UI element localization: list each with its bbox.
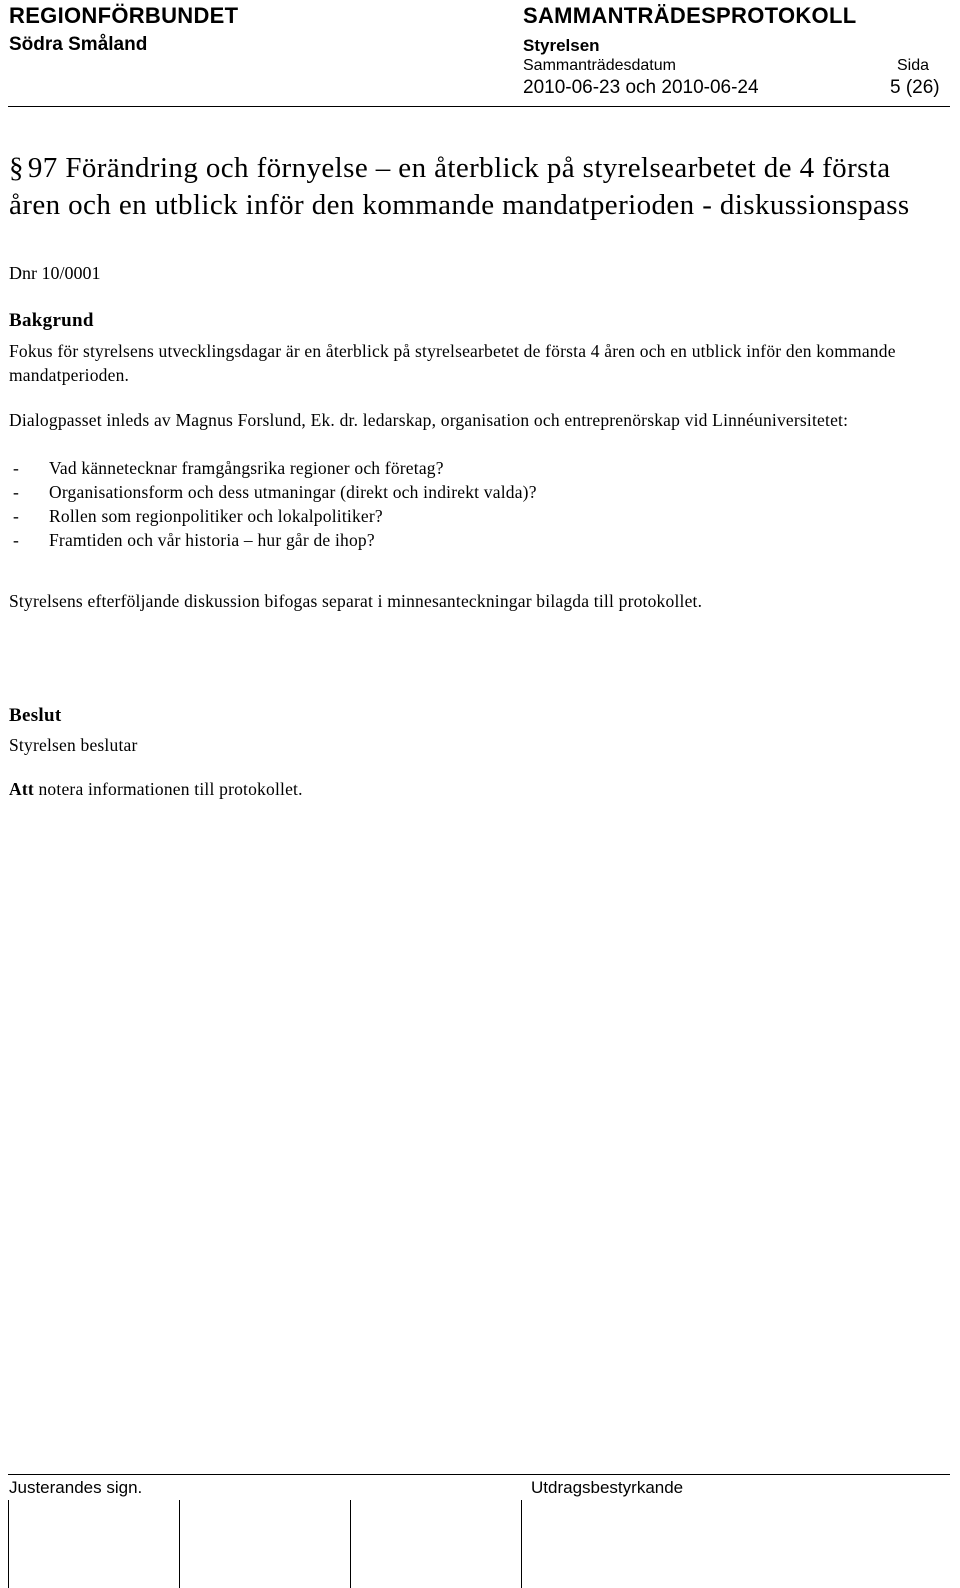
organization-subtitle: Södra Småland	[9, 34, 148, 55]
header-divider	[8, 106, 950, 107]
background-heading: Bakgrund	[9, 310, 94, 331]
section-title-text: 97 Förändring och förnyelse – en återblick på styrelsearbetet de 4 första åren och en utblick inför den kommande mandatperioden - diskussionspass	[9, 152, 910, 221]
document-type: SAMMANTRÄDESPROTOKOLL	[523, 3, 857, 28]
organization-name: REGIONFÖRBUNDET	[9, 3, 239, 28]
list-item-text: Framtiden och vår historia – hur går de ihop?	[49, 530, 375, 550]
signature-box-line	[350, 1500, 351, 1588]
page-label: Sida	[897, 57, 930, 74]
decision-text	[9, 777, 939, 801]
dialog-intro: Dialogpasset inleds av Magnus Forslund, Ek. dr. ledarskap, organisation och entreprenörskap vid Linnéuniversitetet:	[9, 410, 849, 430]
signature-box-line	[521, 1500, 522, 1588]
adjuster-signature-label: Justerandes sign.	[9, 1478, 143, 1497]
list-item-text: Vad kännetecknar framgångsrika regioner och företag?	[49, 458, 444, 478]
list-item	[9, 528, 537, 552]
governing-body: Styrelsen	[523, 36, 600, 55]
certification-label: Utdragsbestyrkande	[531, 1478, 684, 1497]
case-number: Dnr 10/0001	[9, 263, 101, 283]
paragraph-sign: §	[9, 152, 24, 184]
footer-divider	[8, 1474, 950, 1475]
decision-intro: Styrelsen beslutar	[9, 735, 138, 755]
signature-box-line	[179, 1500, 180, 1588]
decision-att: Att	[9, 779, 34, 799]
decision-body: notera informationen till protokollet.	[33, 779, 303, 799]
list-item-text: Rollen som regionpolitiker och lokalpolitiker?	[49, 506, 383, 526]
bullet-dash: -	[13, 482, 20, 502]
background-text: Fokus för styrelsens utvecklingsdagar är en återblick på styrelsearbetet de första 4 åren och en utblick inför den kommande mandatperioden.	[9, 341, 896, 385]
list-item	[9, 504, 537, 528]
meeting-date-value: 2010-06-23 och 2010-06-24	[523, 77, 759, 98]
decision-heading: Beslut	[9, 705, 62, 726]
list-item	[9, 480, 537, 504]
meeting-date-label: Sammanträdesdatum	[523, 57, 676, 74]
section-title	[9, 150, 939, 224]
discussion-questions	[9, 456, 537, 552]
list-item-text: Organisationsform och dess utmaningar (direkt och indirekt valda)?	[49, 482, 537, 502]
bullet-dash: -	[13, 530, 20, 550]
bullet-dash: -	[13, 506, 20, 526]
list-item	[9, 456, 537, 480]
signature-box-line	[8, 1500, 9, 1588]
page-number: 5 (26)	[890, 77, 940, 98]
bullet-dash: -	[13, 458, 20, 478]
discussion-note: Styrelsens efterföljande diskussion bifogas separat i minnesanteckningar bilagda till protokollet.	[9, 591, 703, 611]
